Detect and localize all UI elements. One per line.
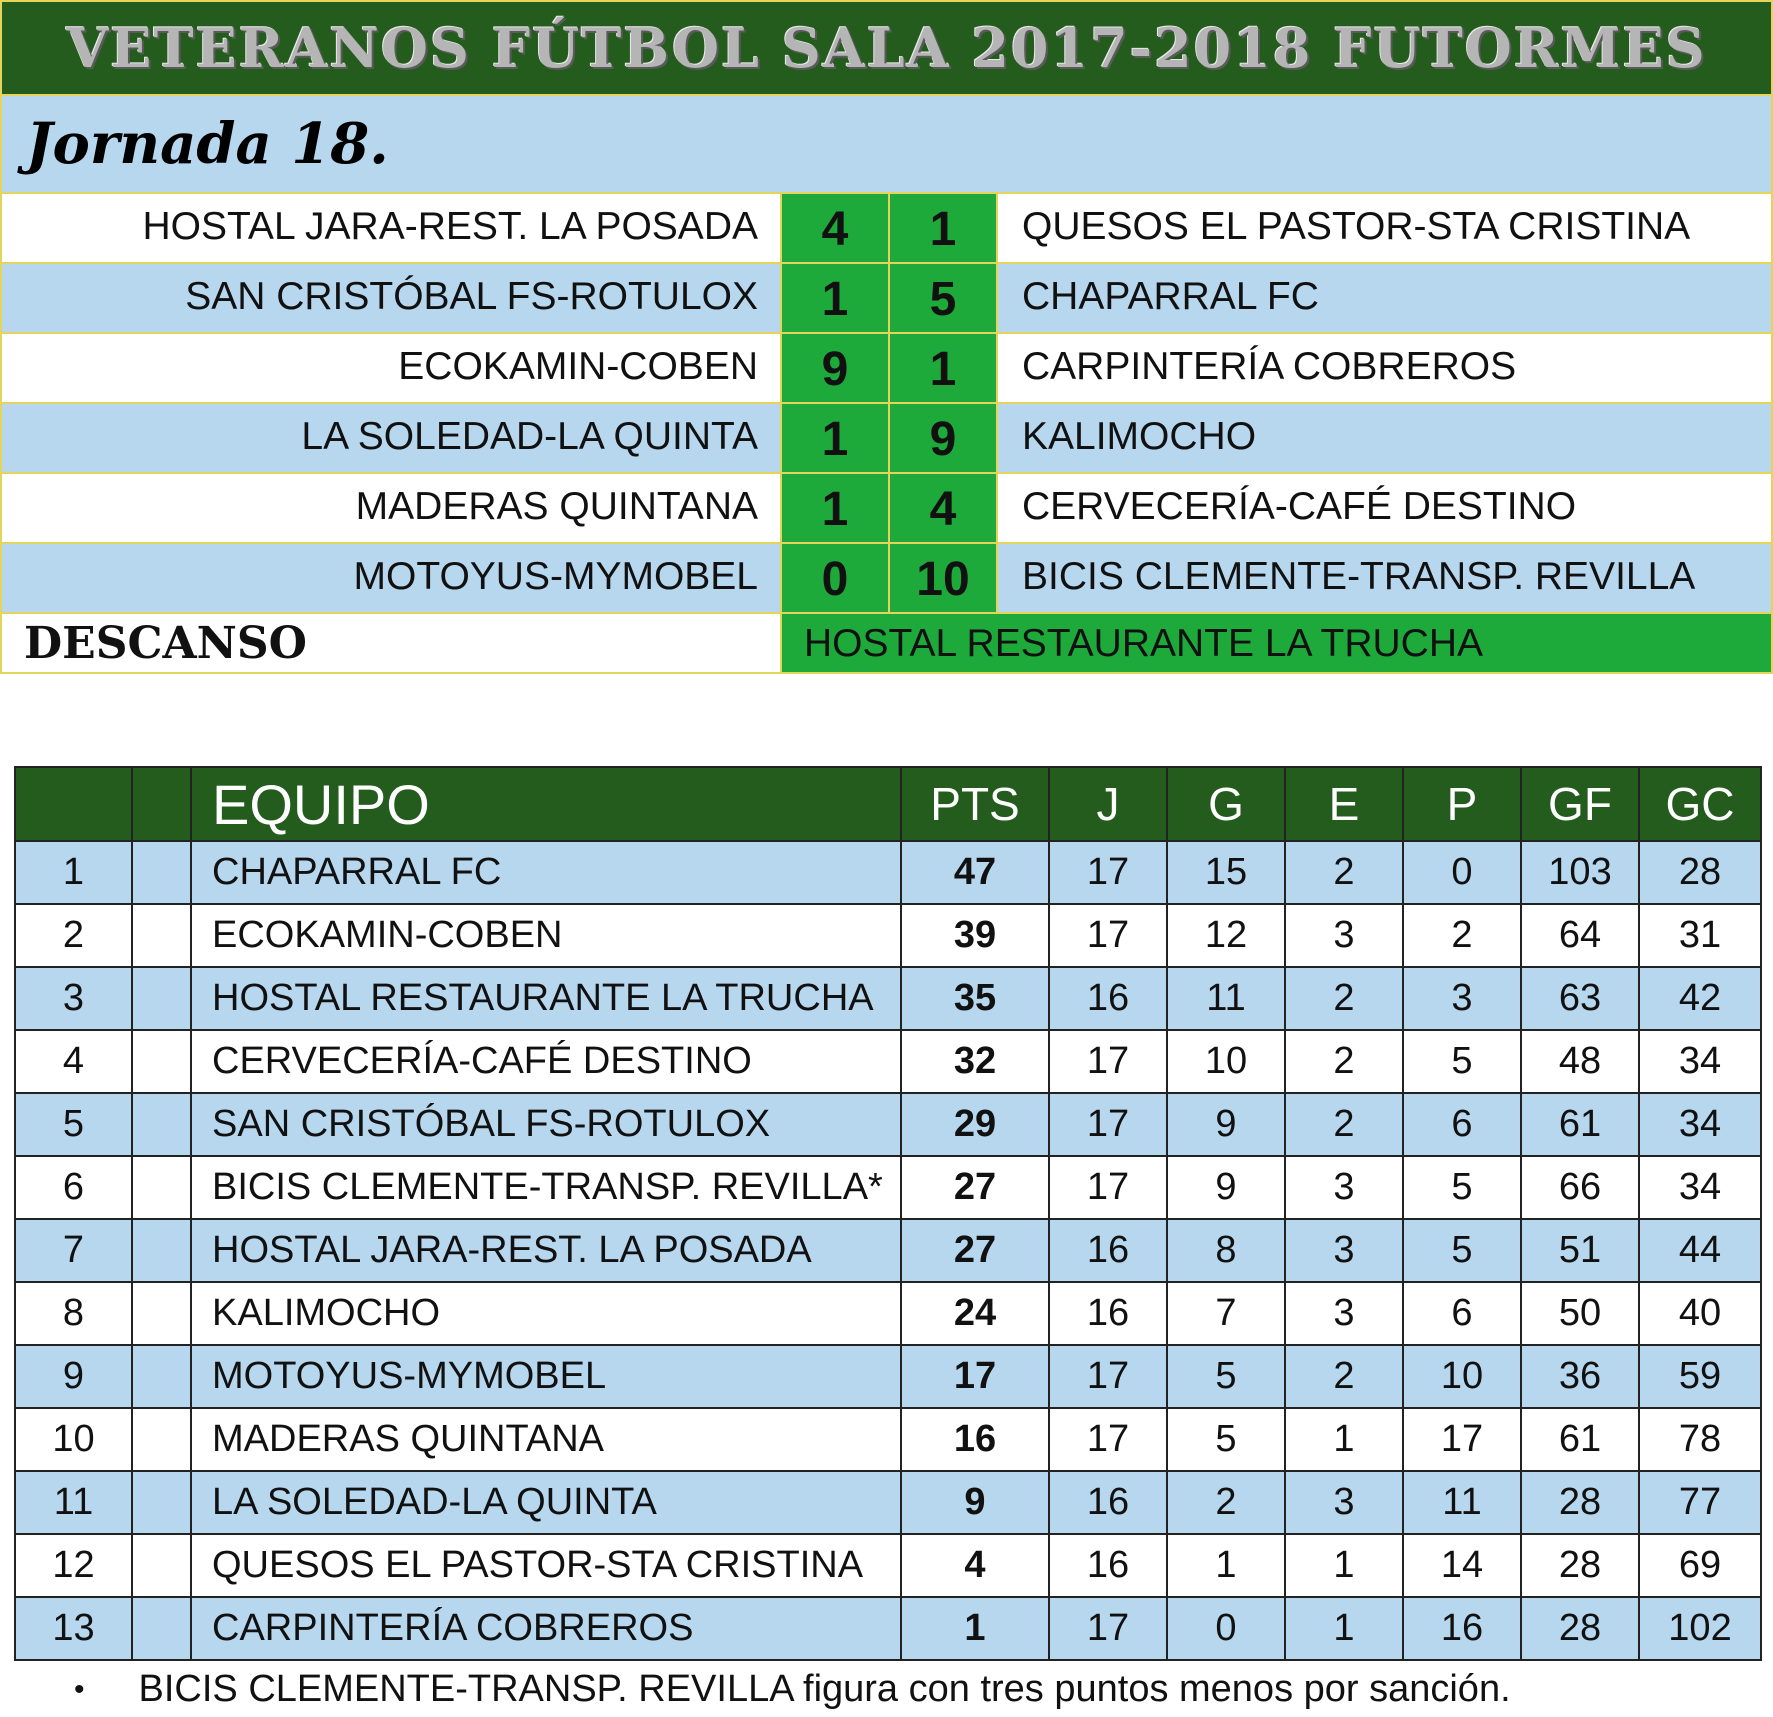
header-blank xyxy=(132,767,191,841)
goals-against-cell: 44 xyxy=(1639,1219,1761,1282)
team-cell: SAN CRISTÓBAL FS-ROTULOX xyxy=(191,1093,901,1156)
title-banner xyxy=(0,0,1773,96)
played-cell: 17 xyxy=(1049,1345,1167,1408)
table-row xyxy=(15,1219,1761,1282)
drawn-cell: 2 xyxy=(1285,1030,1403,1093)
drawn-cell: 1 xyxy=(1285,1534,1403,1597)
table-row xyxy=(15,1471,1761,1534)
away-team: QUESOS EL PASTOR-STA CRISTINA xyxy=(996,194,1773,262)
drawn-cell: 2 xyxy=(1285,1345,1403,1408)
table-row xyxy=(15,841,1761,904)
position-cell: 12 xyxy=(15,1534,132,1597)
drawn-cell: 3 xyxy=(1285,1219,1403,1282)
points-cell: 1 xyxy=(901,1597,1049,1660)
position-cell: 5 xyxy=(15,1093,132,1156)
points-cell: 27 xyxy=(901,1219,1049,1282)
blank-cell xyxy=(132,1282,191,1345)
goals-against-cell: 78 xyxy=(1639,1408,1761,1471)
team-cell: KALIMOCHO xyxy=(191,1282,901,1345)
table-row xyxy=(15,1093,1761,1156)
home-goals: 0 xyxy=(780,544,888,612)
goals-against-cell: 40 xyxy=(1639,1282,1761,1345)
played-cell: 16 xyxy=(1049,1534,1167,1597)
header-team: EQUIPO xyxy=(191,767,901,841)
blank-cell xyxy=(132,1219,191,1282)
drawn-cell: 2 xyxy=(1285,967,1403,1030)
blank-cell xyxy=(132,841,191,904)
goals-for-cell: 61 xyxy=(1521,1408,1639,1471)
footnote xyxy=(74,1668,1511,1711)
blank-cell xyxy=(132,1093,191,1156)
lost-cell: 6 xyxy=(1403,1282,1521,1345)
goals-for-cell: 48 xyxy=(1521,1030,1639,1093)
lost-cell: 5 xyxy=(1403,1219,1521,1282)
goals-for-cell: 64 xyxy=(1521,904,1639,967)
points-cell: 29 xyxy=(901,1093,1049,1156)
goals-for-cell: 28 xyxy=(1521,1534,1639,1597)
won-cell: 8 xyxy=(1167,1219,1285,1282)
rest-label: DESCANSO xyxy=(0,614,780,672)
away-goals: 4 xyxy=(888,474,996,542)
goals-for-cell: 51 xyxy=(1521,1219,1639,1282)
goals-against-cell: 42 xyxy=(1639,967,1761,1030)
won-cell: 9 xyxy=(1167,1093,1285,1156)
lost-cell: 6 xyxy=(1403,1093,1521,1156)
position-cell: 3 xyxy=(15,967,132,1030)
header-pts: PTS xyxy=(901,767,1049,841)
goals-against-cell: 102 xyxy=(1639,1597,1761,1660)
team-cell: QUESOS EL PASTOR-STA CRISTINA xyxy=(191,1534,901,1597)
team-cell: HOSTAL RESTAURANTE LA TRUCHA xyxy=(191,967,901,1030)
played-cell: 17 xyxy=(1049,1030,1167,1093)
home-team: HOSTAL JARA-REST. LA POSADA xyxy=(0,194,780,262)
away-team: KALIMOCHO xyxy=(996,404,1773,472)
goals-against-cell: 69 xyxy=(1639,1534,1761,1597)
team-cell: LA SOLEDAD-LA QUINTA xyxy=(191,1471,901,1534)
home-team: LA SOLEDAD-LA QUINTA xyxy=(0,404,780,472)
goals-for-cell: 63 xyxy=(1521,967,1639,1030)
won-cell: 7 xyxy=(1167,1282,1285,1345)
points-cell: 16 xyxy=(901,1408,1049,1471)
blank-cell xyxy=(132,1030,191,1093)
won-cell: 5 xyxy=(1167,1345,1285,1408)
goals-against-cell: 34 xyxy=(1639,1030,1761,1093)
goals-against-cell: 28 xyxy=(1639,841,1761,904)
drawn-cell: 2 xyxy=(1285,1093,1403,1156)
home-goals: 1 xyxy=(780,474,888,542)
lost-cell: 5 xyxy=(1403,1030,1521,1093)
header-p: P xyxy=(1403,767,1521,841)
away-team: BICIS CLEMENTE-TRANSP. REVILLA xyxy=(996,544,1773,612)
page-title: VETERANOS FÚTBOL SALA 2017-2018 FUTORMES xyxy=(66,16,1707,80)
match-row xyxy=(0,472,1773,542)
table-row xyxy=(15,1597,1761,1660)
position-cell: 11 xyxy=(15,1471,132,1534)
table-row xyxy=(15,904,1761,967)
team-cell: BICIS CLEMENTE-TRANSP. REVILLA* xyxy=(191,1156,901,1219)
table-row xyxy=(15,1534,1761,1597)
position-cell: 4 xyxy=(15,1030,132,1093)
team-cell: MADERAS QUINTANA xyxy=(191,1408,901,1471)
played-cell: 16 xyxy=(1049,967,1167,1030)
goals-for-cell: 50 xyxy=(1521,1282,1639,1345)
position-cell: 13 xyxy=(15,1597,132,1660)
away-goals: 10 xyxy=(888,544,996,612)
position-cell: 6 xyxy=(15,1156,132,1219)
away-goals: 1 xyxy=(888,194,996,262)
away-goals: 1 xyxy=(888,334,996,402)
position-cell: 10 xyxy=(15,1408,132,1471)
blank-cell xyxy=(132,1534,191,1597)
won-cell: 2 xyxy=(1167,1471,1285,1534)
home-goals: 1 xyxy=(780,264,888,332)
table-row xyxy=(15,1156,1761,1219)
won-cell: 1 xyxy=(1167,1534,1285,1597)
table-row xyxy=(15,967,1761,1030)
match-row xyxy=(0,332,1773,402)
points-cell: 39 xyxy=(901,904,1049,967)
points-cell: 32 xyxy=(901,1030,1049,1093)
points-cell: 4 xyxy=(901,1534,1049,1597)
won-cell: 0 xyxy=(1167,1597,1285,1660)
played-cell: 17 xyxy=(1049,1156,1167,1219)
header-e: E xyxy=(1285,767,1403,841)
blank-cell xyxy=(132,1597,191,1660)
drawn-cell: 2 xyxy=(1285,841,1403,904)
round-label: Jornada 18. xyxy=(26,111,389,177)
team-cell: CARPINTERÍA COBREROS xyxy=(191,1597,901,1660)
blank-cell xyxy=(132,904,191,967)
standings-table xyxy=(14,766,1762,1661)
played-cell: 16 xyxy=(1049,1471,1167,1534)
lost-cell: 2 xyxy=(1403,904,1521,967)
lost-cell: 14 xyxy=(1403,1534,1521,1597)
home-team: SAN CRISTÓBAL FS-ROTULOX xyxy=(0,264,780,332)
away-goals: 5 xyxy=(888,264,996,332)
goals-for-cell: 66 xyxy=(1521,1156,1639,1219)
won-cell: 15 xyxy=(1167,841,1285,904)
table-row xyxy=(15,1030,1761,1093)
goals-for-cell: 36 xyxy=(1521,1345,1639,1408)
rest-team: HOSTAL RESTAURANTE LA TRUCHA xyxy=(780,614,1773,672)
goals-against-cell: 34 xyxy=(1639,1156,1761,1219)
won-cell: 10 xyxy=(1167,1030,1285,1093)
table-row xyxy=(15,1408,1761,1471)
played-cell: 16 xyxy=(1049,1219,1167,1282)
drawn-cell: 3 xyxy=(1285,1156,1403,1219)
lost-cell: 3 xyxy=(1403,967,1521,1030)
points-cell: 24 xyxy=(901,1282,1049,1345)
blank-cell xyxy=(132,967,191,1030)
match-row xyxy=(0,542,1773,612)
blank-cell xyxy=(132,1471,191,1534)
played-cell: 17 xyxy=(1049,1408,1167,1471)
won-cell: 9 xyxy=(1167,1156,1285,1219)
lost-cell: 0 xyxy=(1403,841,1521,904)
team-cell: ECOKAMIN-COBEN xyxy=(191,904,901,967)
lost-cell: 16 xyxy=(1403,1597,1521,1660)
goals-for-cell: 28 xyxy=(1521,1597,1639,1660)
away-goals: 9 xyxy=(888,404,996,472)
home-goals: 4 xyxy=(780,194,888,262)
away-team: CERVECERÍA-CAFÉ DESTINO xyxy=(996,474,1773,542)
position-cell: 9 xyxy=(15,1345,132,1408)
goals-against-cell: 31 xyxy=(1639,904,1761,967)
header-gf: GF xyxy=(1521,767,1639,841)
goals-for-cell: 28 xyxy=(1521,1471,1639,1534)
match-row xyxy=(0,192,1773,262)
away-team: CARPINTERÍA COBREROS xyxy=(996,334,1773,402)
drawn-cell: 3 xyxy=(1285,904,1403,967)
goals-for-cell: 61 xyxy=(1521,1093,1639,1156)
lost-cell: 5 xyxy=(1403,1156,1521,1219)
position-cell: 2 xyxy=(15,904,132,967)
footnote-text: BICIS CLEMENTE-TRANSP. REVILLA figura con tres puntos menos por sanción. xyxy=(138,1668,1511,1710)
lost-cell: 11 xyxy=(1403,1471,1521,1534)
away-team: CHAPARRAL FC xyxy=(996,264,1773,332)
home-team: MADERAS QUINTANA xyxy=(0,474,780,542)
points-cell: 27 xyxy=(901,1156,1049,1219)
team-cell: HOSTAL JARA-REST. LA POSADA xyxy=(191,1219,901,1282)
played-cell: 17 xyxy=(1049,1093,1167,1156)
match-row xyxy=(0,262,1773,332)
position-cell: 1 xyxy=(15,841,132,904)
team-cell: CERVECERÍA-CAFÉ DESTINO xyxy=(191,1030,901,1093)
points-cell: 9 xyxy=(901,1471,1049,1534)
position-cell: 7 xyxy=(15,1219,132,1282)
won-cell: 5 xyxy=(1167,1408,1285,1471)
played-cell: 17 xyxy=(1049,841,1167,904)
drawn-cell: 3 xyxy=(1285,1471,1403,1534)
played-cell: 17 xyxy=(1049,904,1167,967)
goals-against-cell: 34 xyxy=(1639,1093,1761,1156)
table-row xyxy=(15,1282,1761,1345)
points-cell: 17 xyxy=(901,1345,1049,1408)
drawn-cell: 3 xyxy=(1285,1282,1403,1345)
drawn-cell: 1 xyxy=(1285,1408,1403,1471)
played-cell: 16 xyxy=(1049,1282,1167,1345)
team-cell: MOTOYUS-MYMOBEL xyxy=(191,1345,901,1408)
match-row xyxy=(0,402,1773,472)
blank-cell xyxy=(132,1345,191,1408)
home-team: ECOKAMIN-COBEN xyxy=(0,334,780,402)
goals-against-cell: 77 xyxy=(1639,1471,1761,1534)
goals-against-cell: 59 xyxy=(1639,1345,1761,1408)
goals-for-cell: 103 xyxy=(1521,841,1639,904)
home-goals: 9 xyxy=(780,334,888,402)
played-cell: 17 xyxy=(1049,1597,1167,1660)
bullet-icon: • xyxy=(74,1672,85,1706)
points-cell: 47 xyxy=(901,841,1049,904)
results-list xyxy=(0,192,1773,674)
blank-cell xyxy=(132,1408,191,1471)
team-cell: CHAPARRAL FC xyxy=(191,841,901,904)
rest-row xyxy=(0,612,1773,674)
standings-header-row xyxy=(15,767,1761,841)
header-gc: GC xyxy=(1639,767,1761,841)
lost-cell: 17 xyxy=(1403,1408,1521,1471)
home-goals: 1 xyxy=(780,404,888,472)
lost-cell: 10 xyxy=(1403,1345,1521,1408)
header-pos xyxy=(15,767,132,841)
home-team: MOTOYUS-MYMOBEL xyxy=(0,544,780,612)
header-g: G xyxy=(1167,767,1285,841)
blank-cell xyxy=(132,1156,191,1219)
round-header xyxy=(0,96,1773,192)
won-cell: 11 xyxy=(1167,967,1285,1030)
position-cell: 8 xyxy=(15,1282,132,1345)
standings-body xyxy=(15,841,1761,1660)
header-j: J xyxy=(1049,767,1167,841)
drawn-cell: 1 xyxy=(1285,1597,1403,1660)
won-cell: 12 xyxy=(1167,904,1285,967)
points-cell: 35 xyxy=(901,967,1049,1030)
table-row xyxy=(15,1345,1761,1408)
